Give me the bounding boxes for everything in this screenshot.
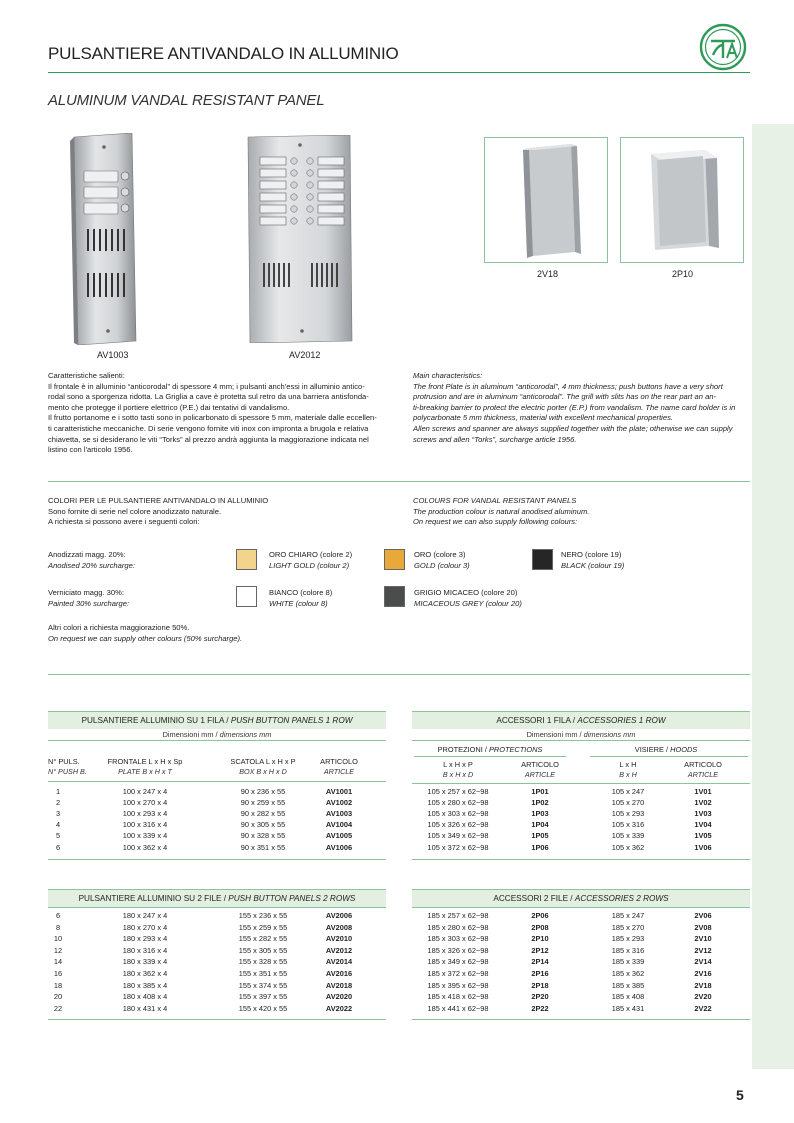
- table-cell: 105 x 316: [611, 820, 645, 830]
- table-cell: 185 x 395 x 62~98: [427, 980, 489, 990]
- table-cell: 1P06: [531, 842, 549, 852]
- table-cell: 1P02: [531, 798, 549, 808]
- table-cell: 2V14: [694, 957, 712, 967]
- hood-2v18-frame: [484, 137, 608, 263]
- table-row: [48, 831, 386, 842]
- table-row: [412, 934, 750, 945]
- col-header-en: ARTICLE: [323, 767, 355, 776]
- table-cell: 1V03: [694, 809, 712, 819]
- table-1row-dimensions: Dimensioni mm / dimensions mm: [48, 729, 386, 741]
- table-cell: 10: [53, 934, 63, 944]
- characteristics-it-title: Caratteristiche salienti:: [48, 371, 125, 380]
- table-cell: 4: [55, 820, 61, 830]
- col-header-en: ARTICLE: [524, 770, 556, 779]
- characteristics-it-line: ti caratteristiche meccaniche. Di serie vengono fornite viti inox con impronta a brugola e relativa: [48, 423, 369, 433]
- table-acc1-title-en: ACCESSORIES 1 ROW: [577, 716, 666, 725]
- painted-label-it: Verniciato magg. 30%:: [48, 588, 124, 597]
- table-row: [48, 809, 386, 820]
- table-cell: AV2018: [325, 980, 353, 990]
- table-cell: 185 x 339: [611, 957, 645, 967]
- table-cell: 1: [55, 787, 61, 796]
- table-cell: 90 x 282 x 55: [240, 809, 286, 819]
- table-cell: 2V10: [694, 934, 712, 944]
- swatch-white-label: [269, 588, 332, 609]
- table-cell: AV1001: [325, 787, 353, 796]
- table-cell: 100 x 247 x 4: [122, 787, 168, 796]
- table-bottom-rule: [412, 1019, 750, 1020]
- protection-2p10-image: [621, 138, 743, 262]
- col-header-en: BOX B x H x D: [239, 767, 287, 776]
- swatch-white-it: BIANCO (colore 8): [269, 588, 333, 597]
- table-cell: 185 x 408: [611, 992, 645, 1002]
- col-header: ARTICOLO: [684, 760, 722, 769]
- dimensions-en: dimensions mm: [219, 730, 272, 739]
- table-cell: 1P04: [531, 820, 549, 830]
- table-row: [412, 798, 750, 809]
- table-cell: AV1005: [325, 831, 353, 841]
- table-cell: AV2014: [325, 957, 353, 967]
- table-cell: 185 x 303 x 62~98: [427, 934, 489, 944]
- table-cell: 185 x 431: [611, 1003, 645, 1013]
- colours-it-line: Sono fornite di serie nel colore anodizzato naturale.: [48, 506, 222, 516]
- table-cell: 3: [55, 809, 61, 819]
- characteristics-it-line: rodal sono a sporgenza ridotta. La Griglia a cave è protetta sul retro da una barriera antisfonda-: [48, 392, 369, 402]
- photo-caption-2v18: 2V18: [537, 269, 559, 279]
- table-cell: 90 x 328 x 55: [240, 831, 286, 841]
- table-cell: 155 x 328 x 55: [238, 957, 288, 967]
- panel-av1003-image: [70, 133, 140, 345]
- table-cell: 2V08: [694, 922, 712, 932]
- swatch-micaceous-grey-it: GRIGIO MICACEO (colore 20): [414, 588, 518, 597]
- other-colours: [48, 623, 242, 644]
- swatch-white-en: WHITE (colour 8): [269, 598, 328, 608]
- characteristics-it: [48, 371, 388, 456]
- table-cell: 155 x 420 x 55: [238, 1003, 288, 1013]
- photo-caption-av2012: AV2012: [289, 350, 321, 360]
- col-header-en: PLATE B x H x T: [118, 767, 172, 776]
- table-cell: 155 x 374 x 55: [238, 980, 288, 990]
- table-cell: 16: [53, 969, 63, 978]
- table-cell: 18: [53, 980, 63, 990]
- table-2rows-title-it: PULSANTIERE ALLUMINIO SU 2 FILE: [78, 894, 222, 903]
- table-cell: 105 x 362: [611, 842, 645, 852]
- table-header-rule: [412, 783, 750, 784]
- swatch-gold: [384, 549, 405, 570]
- table-1row-title-it: PULSANTIERE ALLUMINIO SU 1 FILA: [81, 716, 224, 725]
- table-cell: 1P01: [531, 787, 549, 796]
- table-cell: 100 x 339 x 4: [122, 831, 168, 841]
- col-header-en: N° PUSH B.: [48, 767, 87, 776]
- table-cell: 105 x 280 x 62~98: [427, 798, 489, 808]
- table-cell: 105 x 293: [611, 809, 645, 819]
- table-cell: 2P14: [531, 957, 549, 967]
- table-cell: 180 x 247 x 4: [122, 911, 168, 920]
- dimensions-it: Dimensioni mm: [162, 730, 214, 739]
- table-cell: 180 x 362 x 4: [122, 969, 168, 978]
- table-cell: 180 x 293 x 4: [122, 934, 168, 944]
- swatch-black-it: NERO (colore 19): [561, 550, 622, 559]
- group-rule: [414, 756, 566, 757]
- group-en: HOODS: [670, 745, 698, 754]
- swatch-light-gold: [236, 549, 257, 570]
- table-bottom-rule: [48, 1019, 386, 1020]
- table-cell: 2P10: [531, 934, 549, 944]
- col-header: L x H: [619, 760, 637, 769]
- characteristics-it-line: Il frutto portanome e i sotto tasti sono in policarbonato di spessore 5 mm, materiale dalle eccellen-: [48, 413, 377, 423]
- table-cell: 8: [55, 922, 61, 932]
- table-cell: 180 x 431 x 4: [122, 1003, 168, 1013]
- table-cell: 155 x 397 x 55: [238, 992, 288, 1002]
- page-title: PULSANTIERE ANTIVANDALO IN ALLUMINIO: [48, 44, 399, 63]
- characteristics-en-line: polycarbonate 5 mm thickness, material with excellent mechanical properties.: [413, 413, 673, 423]
- table-1row-title-en: PUSH BUTTON PANELS 1 ROW: [230, 716, 353, 725]
- table-cell: 105 x 270: [611, 798, 645, 808]
- table-cell: 1V02: [694, 798, 712, 808]
- table-row: [412, 946, 750, 957]
- table-acc2-title-en: ACCESSORIES 2 ROWS: [574, 894, 669, 903]
- table-header-rule: [48, 907, 386, 908]
- col-header: N° PULS.: [48, 757, 80, 766]
- table-cell: AV2008: [325, 922, 353, 932]
- table-acc2-title: ACCESSORI 2 FILE / ACCESSORIES 2 ROWS: [412, 889, 750, 907]
- dimensions-it: Dimensioni mm: [526, 730, 578, 739]
- table-row: [48, 787, 386, 798]
- table-cell: 2V16: [694, 969, 712, 978]
- table-cell: 185 x 270: [611, 922, 645, 932]
- table-cell: 185 x 280 x 62~98: [427, 922, 489, 932]
- table-cell: 2P22: [531, 1003, 549, 1013]
- table-cell: 1V06: [694, 842, 712, 852]
- table-cell: AV1006: [325, 842, 353, 852]
- table-acc1-title-it: ACCESSORI 1 FILA: [496, 716, 571, 725]
- swatch-gold-label: [414, 550, 470, 571]
- table-row: [412, 843, 750, 854]
- table-cell: 2V20: [694, 992, 712, 1002]
- anodised-label-en: Anodised 20% surcharge:: [48, 560, 135, 570]
- col-header-en: ARTICLE: [687, 770, 719, 779]
- table-cell: 14: [53, 957, 63, 967]
- table-cell: AV1002: [325, 798, 353, 808]
- table-row: [48, 981, 386, 992]
- table-acc1-dimensions: Dimensioni mm / dimensions mm: [412, 729, 750, 741]
- title-rule: [48, 72, 750, 73]
- swatch-black-en: BLACK (colour 19): [561, 560, 625, 570]
- group-header-hoods: VISIERE / HOODS: [634, 745, 698, 754]
- swatch-light-gold-it: ORO CHIARO (colore 2): [269, 550, 353, 559]
- section-divider: [48, 674, 750, 675]
- swatch-micaceous-grey-label: [414, 588, 522, 609]
- table-cell: 2V18: [694, 980, 712, 990]
- characteristics-it-line: mento che protegge il portiere elettrico (P.E.) dai tentativi di vandalismo.: [48, 402, 290, 412]
- table-header-rule: [412, 907, 750, 908]
- photo-caption-av1003: AV1003: [97, 350, 129, 360]
- swatch-micaceous-grey: [384, 586, 405, 607]
- table-cell: 100 x 270 x 4: [122, 798, 168, 808]
- table-cell: 155 x 351 x 55: [238, 969, 288, 978]
- table-cell: AV2016: [325, 969, 353, 978]
- colours-it-line: A richiesta si possono avere i seguenti colori:: [48, 517, 200, 527]
- table-cell: 155 x 259 x 55: [238, 922, 288, 932]
- table-cell: AV2010: [325, 934, 353, 944]
- col-header: L x H x P: [443, 760, 473, 769]
- table-acc1-title: ACCESSORI 1 FILA / ACCESSORIES 1 ROW: [412, 711, 750, 729]
- table-row: [412, 992, 750, 1003]
- table-cell: 180 x 408 x 4: [122, 992, 168, 1002]
- table-cell: 185 x 326 x 62~98: [427, 945, 489, 955]
- table-cell: 2P12: [531, 945, 549, 955]
- swatch-gold-en: GOLD (colour 3): [414, 560, 470, 570]
- table-cell: 155 x 305 x 55: [238, 945, 288, 955]
- table-cell: 1V05: [694, 831, 712, 841]
- table-cell: AV2022: [325, 1003, 353, 1013]
- col-header-en: B x H: [619, 770, 637, 779]
- table-cell: 180 x 339 x 4: [122, 957, 168, 967]
- table-cell: 185 x 349 x 62~98: [427, 957, 489, 967]
- table-cell: AV2012: [325, 945, 353, 955]
- colours-it-title: COLORI PER LE PULSANTIERE ANTIVANDALO IN ALLUMINIO: [48, 496, 269, 505]
- swatch-light-gold-label: [269, 550, 352, 571]
- table-cell: AV2006: [325, 911, 353, 920]
- table-cell: 185 x 293: [611, 934, 645, 944]
- table-cell: AV1004: [325, 820, 353, 830]
- table-row: [48, 820, 386, 831]
- table-cell: 105 x 339: [611, 831, 645, 841]
- table-cell: 180 x 316 x 4: [122, 945, 168, 955]
- table-cell: 100 x 316 x 4: [122, 820, 168, 830]
- characteristics-en-line: ti-breaking barrier to protect the electric porter (E.P.) from vandalism. The name card holder is in: [413, 402, 736, 412]
- protection-2p10-frame: [620, 137, 744, 263]
- table-cell: 100 x 293 x 4: [122, 809, 168, 819]
- table-cell: 155 x 236 x 55: [238, 911, 288, 920]
- table-cell: 1P05: [531, 831, 549, 841]
- colours-it-block: [48, 496, 268, 528]
- table-cell: 5: [55, 831, 61, 841]
- table-cell: 90 x 305 x 55: [240, 820, 286, 830]
- characteristics-it-line: listino con l'articolo 1956.: [48, 445, 133, 455]
- characteristics-en-line: Allen screws and spanner are always supplied together with the plate; otherwise we can supply: [413, 423, 733, 433]
- table-cell: 90 x 351 x 55: [240, 842, 286, 852]
- characteristics-it-line: chiavetta, se si desiderano le viti “Torks” al prezzo andrà aggiunta la maggiorazione indicata nel: [48, 434, 369, 444]
- table-row: [48, 946, 386, 957]
- table-row: [412, 923, 750, 934]
- table-cell: 2P18: [531, 980, 549, 990]
- characteristics-en-line: protrusion and are in aluminum “anticorodal”. The grill with slits has on the rear part an an-: [413, 392, 717, 402]
- col-header: ARTICOLO: [521, 760, 559, 769]
- table-row: [412, 969, 750, 980]
- table-cell: 22: [53, 1003, 63, 1013]
- table-row: [48, 843, 386, 854]
- swatch-light-gold-en: LIGHT GOLD (colour 2): [269, 560, 350, 570]
- table-row: [412, 981, 750, 992]
- col-header-en: B x H x D: [442, 770, 474, 779]
- section-divider: [48, 481, 750, 482]
- swatch-black: [532, 549, 553, 570]
- table-cell: 105 x 257 x 62~98: [427, 787, 489, 796]
- characteristics-en-line: screws and allen “Torks”, surcharge article 1956.: [413, 434, 577, 444]
- col-header: ARTICOLO: [320, 757, 358, 766]
- other-colours-en: On request we can supply other colours (50% surcharge).: [48, 633, 243, 643]
- table-row: [48, 1004, 386, 1015]
- table-cell: 185 x 316: [611, 945, 645, 955]
- characteristics-en: [413, 371, 751, 445]
- table-cell: 20: [53, 992, 63, 1002]
- table-2rows-title: PULSANTIERE ALLUMINIO SU 2 FILE / PUSH BUTTON PANELS 2 ROWS: [48, 889, 386, 907]
- side-band: [752, 124, 794, 1069]
- anodised-label-it: Anodizzati magg. 20%:: [48, 550, 126, 559]
- table-cell: 2P06: [531, 911, 549, 920]
- table-row: [48, 957, 386, 968]
- table-cell: 155 x 282 x 55: [238, 934, 288, 944]
- table-row: [412, 911, 750, 922]
- swatch-white: [236, 586, 257, 607]
- table-row: [48, 992, 386, 1003]
- page-number: 5: [736, 1087, 744, 1103]
- table-cell: 6: [55, 911, 61, 920]
- col-header: FRONTALE L x H x Sp: [107, 757, 183, 766]
- colours-en-line: On request we can also supply following colours:: [413, 517, 578, 527]
- table-cell: 185 x 418 x 62~98: [427, 992, 489, 1002]
- table-cell: 1P03: [531, 809, 549, 819]
- photo-caption-2p10: 2P10: [672, 269, 694, 279]
- table-cell: 12: [53, 945, 63, 955]
- table-acc2-title-it: ACCESSORI 2 FILE: [493, 894, 569, 903]
- table-header-rule: [48, 781, 386, 782]
- table-row: [412, 957, 750, 968]
- table-cell: 185 x 372 x 62~98: [427, 969, 489, 978]
- characteristics-it-line: Il frontale è in alluminio “anticorodal” di spessore 4 mm; i pulsanti anch'essi in alluminio antico-: [48, 381, 365, 391]
- group-it: VISIERE: [634, 745, 664, 754]
- anodised-label: [48, 550, 135, 571]
- table-cell: AV1003: [325, 809, 353, 819]
- colours-en-title: COLOURS FOR VANDAL RESISTANT PANELS: [413, 496, 577, 505]
- table-row: [412, 809, 750, 820]
- table-cell: 180 x 270 x 4: [122, 922, 168, 932]
- table-cell: 105 x 349 x 62~98: [427, 831, 489, 841]
- table-cell: 2V06: [694, 911, 712, 920]
- company-logo: [698, 22, 748, 72]
- table-cell: 185 x 385: [611, 980, 645, 990]
- table-cell: 2V12: [694, 945, 712, 955]
- table-row: [48, 934, 386, 945]
- group-en: PROTECTIONS: [488, 745, 543, 754]
- characteristics-en-line: The front Plate is in aluminum “anticorodal”, 4 mm thickness; push buttons have a very short: [413, 381, 723, 391]
- col-header: SCATOLA L x H x P: [230, 757, 296, 766]
- table-cell: 100 x 362 x 4: [122, 842, 168, 852]
- table-cell: 2P08: [531, 922, 549, 932]
- table-cell: 185 x 257 x 62~98: [427, 911, 489, 920]
- colours-en-line: The production colour is natural anodised aluminum.: [413, 506, 590, 516]
- table-row: [48, 798, 386, 809]
- table-cell: 105 x 326 x 62~98: [427, 820, 489, 830]
- table-cell: 185 x 362: [611, 969, 645, 978]
- table-cell: 6: [55, 842, 61, 852]
- dimensions-en: dimensions mm: [583, 730, 636, 739]
- table-1row-title: PULSANTIERE ALLUMINIO SU 1 FILA / PUSH BUTTON PANELS 1 ROW: [48, 711, 386, 729]
- table-row: [412, 831, 750, 842]
- table-cell: 185 x 247: [611, 911, 645, 920]
- colours-en-block: [413, 496, 589, 528]
- painted-label-en: Painted 30% surcharge:: [48, 598, 130, 608]
- swatch-gold-it: ORO (colore 3): [414, 550, 466, 559]
- table-cell: 2: [55, 798, 61, 808]
- table-row: [412, 787, 750, 798]
- hood-2v18-image: [485, 138, 607, 262]
- characteristics-en-title: Main characteristics:: [413, 371, 483, 380]
- painted-label: [48, 588, 129, 609]
- table-bottom-rule: [48, 859, 386, 860]
- table-2rows-title-en: PUSH BUTTON PANELS 2 ROWS: [228, 894, 356, 903]
- group-it: PROTEZIONI: [437, 745, 483, 754]
- other-colours-it: Altri colori a richiesta maggiorazione 50%.: [48, 623, 190, 632]
- table-cell: 185 x 441 x 62~98: [427, 1003, 489, 1013]
- table-cell: 105 x 372 x 62~98: [427, 842, 489, 852]
- table-cell: 90 x 259 x 55: [240, 798, 286, 808]
- table-cell: 2V22: [694, 1003, 712, 1013]
- panel-av2012-image: [246, 135, 354, 343]
- table-row: [48, 911, 386, 922]
- table-cell: 105 x 247: [611, 787, 645, 796]
- table-cell: 180 x 385 x 4: [122, 980, 168, 990]
- table-row: [412, 1004, 750, 1015]
- group-rule: [590, 756, 748, 757]
- table-cell: 105 x 303 x 62~98: [427, 809, 489, 819]
- table-row: [48, 923, 386, 934]
- table-cell: 1V04: [694, 820, 712, 830]
- table-row: [48, 969, 386, 980]
- table-cell: 1V01: [694, 787, 712, 796]
- page-subtitle: ALUMINUM VANDAL RESISTANT PANEL: [48, 92, 325, 109]
- table-cell: 2P16: [531, 969, 549, 978]
- group-header-protections: PROTEZIONI / PROTECTIONS: [437, 745, 543, 754]
- table-row: [412, 820, 750, 831]
- table-cell: 90 x 236 x 55: [240, 787, 286, 796]
- swatch-micaceous-grey-en: MICACEOUS GREY (colour 20): [414, 598, 522, 608]
- swatch-black-label: [561, 550, 624, 571]
- table-bottom-rule: [412, 859, 750, 860]
- table-cell: 2P20: [531, 992, 549, 1002]
- table-cell: AV2020: [325, 992, 353, 1002]
